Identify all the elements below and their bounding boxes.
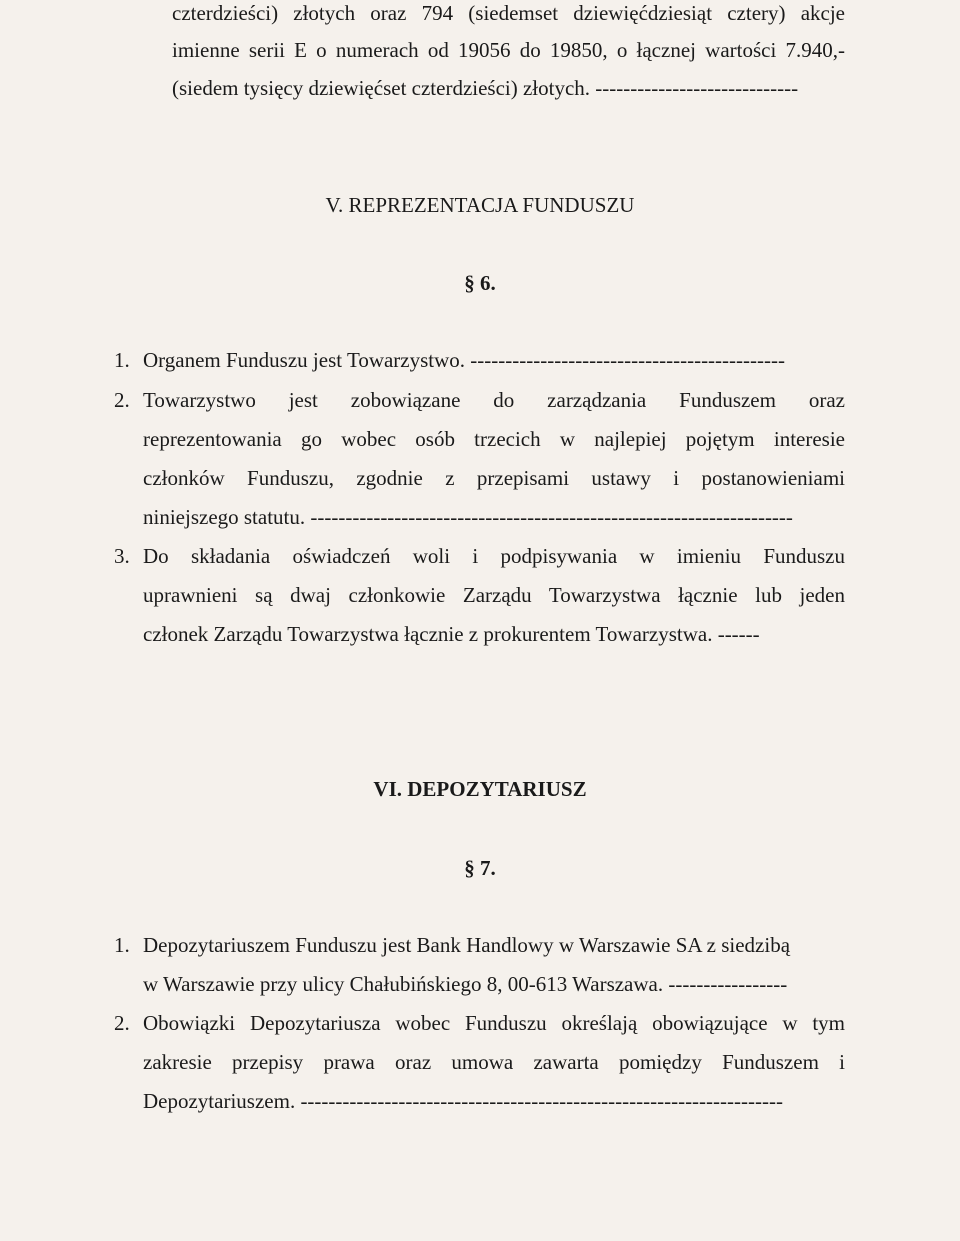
item-5-3-line-3: członek Zarządu Towarzystwa łącznie z prokurentem Towarzystwa. ------ [143, 622, 760, 646]
item-5-3-number: 3. [114, 544, 130, 568]
item-5-1-number: 1. [114, 348, 130, 372]
item-6-2-number: 2. [114, 1011, 130, 1035]
intro-line-1: czterdzieści) złotych oraz 794 (siedemset dziewięćdziesiąt cztery) akcje [172, 1, 845, 25]
item-5-2-line-3: członków Funduszu, zgodnie z przepisami ustawy i postanowieniami [143, 466, 845, 490]
intro-line-3: (siedem tysięcy dziewięćset czterdzieści) złotych. ----------------------------- [172, 76, 799, 100]
item-6-1-number: 1. [114, 933, 130, 957]
item-5-1-line-1: Organem Funduszu jest Towarzystwo. --------------------------------------------- [143, 348, 785, 372]
item-5-2-line-1: Towarzystwo jest zobowiązane do zarządzania Funduszem oraz [143, 388, 845, 412]
section-6-paragraph: § 7. [464, 856, 496, 880]
item-5-2-line-4: niniejszego statutu. --------------------------------------------------------------------- [143, 505, 793, 529]
item-5-3-line-1: Do składania oświadczeń woli i podpisywania w imieniu Funduszu [143, 544, 845, 568]
item-5-3-line-2: uprawnieni są dwaj członkowie Zarządu Towarzystwa łącznie lub jeden [143, 583, 845, 607]
intro-line-2: imienne serii E o numerach od 19056 do 19850, o łącznej wartości 7.940,- [172, 38, 845, 62]
section-5-title [0, 192, 960, 218]
item-6-2-line-1: Obowiązki Depozytariusza wobec Funduszu określają obowiązujące w tym [143, 1011, 845, 1035]
item-6-2-line-3: Depozytariuszem. --------------------------------------------------------------------- [143, 1089, 783, 1113]
item-5-2-number: 2. [114, 388, 130, 412]
item-5-2-line-2: reprezentowania go wobec osób trzecich w najlepiej pojętym interesie [143, 427, 845, 451]
section-5-title-text: V. REPREZENTACJA FUNDUSZU [325, 193, 635, 217]
item-6-1-line-2: w Warszawie przy ulicy Chałubińskiego 8, 00-613 Warszawa. ----------------- [143, 972, 788, 996]
section-5-paragraph: § 6. [464, 271, 496, 295]
section-6-title: VI. DEPOZYTARIUSZ [373, 777, 587, 801]
item-6-1-line-1: Depozytariuszem Funduszu jest Bank Handlowy w Warszawie SA z siedzibą [143, 933, 791, 957]
item-6-2-line-2: zakresie przepisy prawa oraz umowa zawarta pomiędzy Funduszem i [143, 1050, 845, 1074]
